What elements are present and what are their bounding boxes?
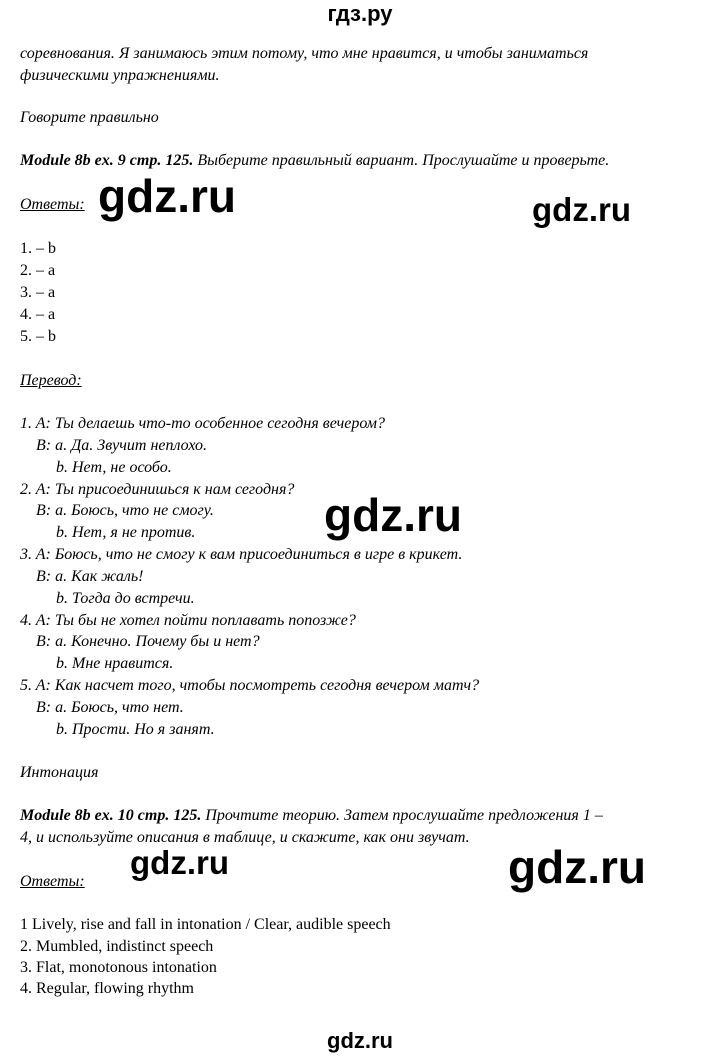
translation-line: 3. A: Боюсь, что не смогу к вам присоединиться в игре в крикет. xyxy=(20,546,463,563)
answer-item: 2. – a xyxy=(20,262,56,279)
task-ref: Module 8b ex. 9 стр. 125. xyxy=(20,152,194,169)
answer-item: 4. Regular, flowing rhythm xyxy=(20,980,194,997)
translation-line: b. Прости. Но я занят. xyxy=(56,721,215,738)
task-line-ex10-cont: 4, и используйте описания в таблице, и скажите, как они звучат. xyxy=(20,829,470,846)
translation-line: 2. A: Ты присоединишься к нам сегодня? xyxy=(20,481,295,498)
task-ref: Module 8b ex. 10 стр. 125. xyxy=(20,807,202,824)
intro-line-1: соревнования. Я занимаюсь этим потому, что мне нравится, и чтобы заниматься xyxy=(20,45,589,62)
answer-item: 1. – b xyxy=(20,240,56,257)
translation-line: b. Нет, я не против. xyxy=(56,524,196,541)
watermark-logo: gdz.ru xyxy=(508,841,646,893)
answer-item: 1 Lively, rise and fall in intonation / Clear, audible speech xyxy=(20,916,391,933)
translation-line: 1. A: Ты делаешь что-то особенное сегодня вечером? xyxy=(20,415,385,432)
translation-line: B: a. Конечно. Почему бы и нет? xyxy=(36,633,260,650)
watermark-logo: gdz.ru xyxy=(532,191,631,228)
task-line-ex10 xyxy=(20,806,603,826)
translation-line: B: a. Да. Звучит неплохо. xyxy=(36,437,208,454)
answers-label: Ответы: xyxy=(20,873,85,890)
answer-item: 3. – a xyxy=(20,284,56,301)
watermark-logo: gdz.ru xyxy=(98,170,236,222)
answers-label: Ответы: xyxy=(20,196,85,213)
section-title-intonation: Интонация xyxy=(20,764,99,781)
translation-line: b. Нет, не особо. xyxy=(56,459,172,476)
site-header: гдз.ру xyxy=(327,1,393,26)
translation-line: B: a. Как жаль! xyxy=(36,568,144,585)
translation-line: 4. A: Ты бы не хотел пойти поплавать попозже? xyxy=(20,612,356,629)
watermark-logo: gdz.ru xyxy=(130,844,229,881)
translation-line: B: a. Боюсь, что нет. xyxy=(36,699,184,716)
translation-line: B: a. Боюсь, что не смогу. xyxy=(36,502,214,519)
task-text: Прочтите теорию. Затем прослушайте предложения 1 – xyxy=(201,807,603,824)
section-title-speak: Говорите правильно xyxy=(20,109,159,126)
answer-item: 3. Flat, monotonous intonation xyxy=(20,959,217,976)
task-line-ex9 xyxy=(20,151,609,171)
translation-line: b. Тогда до встречи. xyxy=(56,590,195,607)
translation-label: Перевод: xyxy=(20,372,82,389)
site-footer: gdz.ru xyxy=(327,1028,393,1053)
translation-line: 5. A: Как насчет того, чтобы посмотреть сегодня вечером матч? xyxy=(20,677,480,694)
watermark-logo: gdz.ru xyxy=(324,489,462,541)
answer-item: 4. – a xyxy=(20,306,56,323)
intro-line-2: физическими упражнениями. xyxy=(20,67,220,84)
answer-item: 5. – b xyxy=(20,328,56,345)
translation-line: b. Мне нравится. xyxy=(56,655,174,672)
answer-item: 2. Mumbled, indistinct speech xyxy=(20,938,214,955)
task-text: Выберите правильный вариант. Прослушайте и проверьте. xyxy=(193,152,610,169)
